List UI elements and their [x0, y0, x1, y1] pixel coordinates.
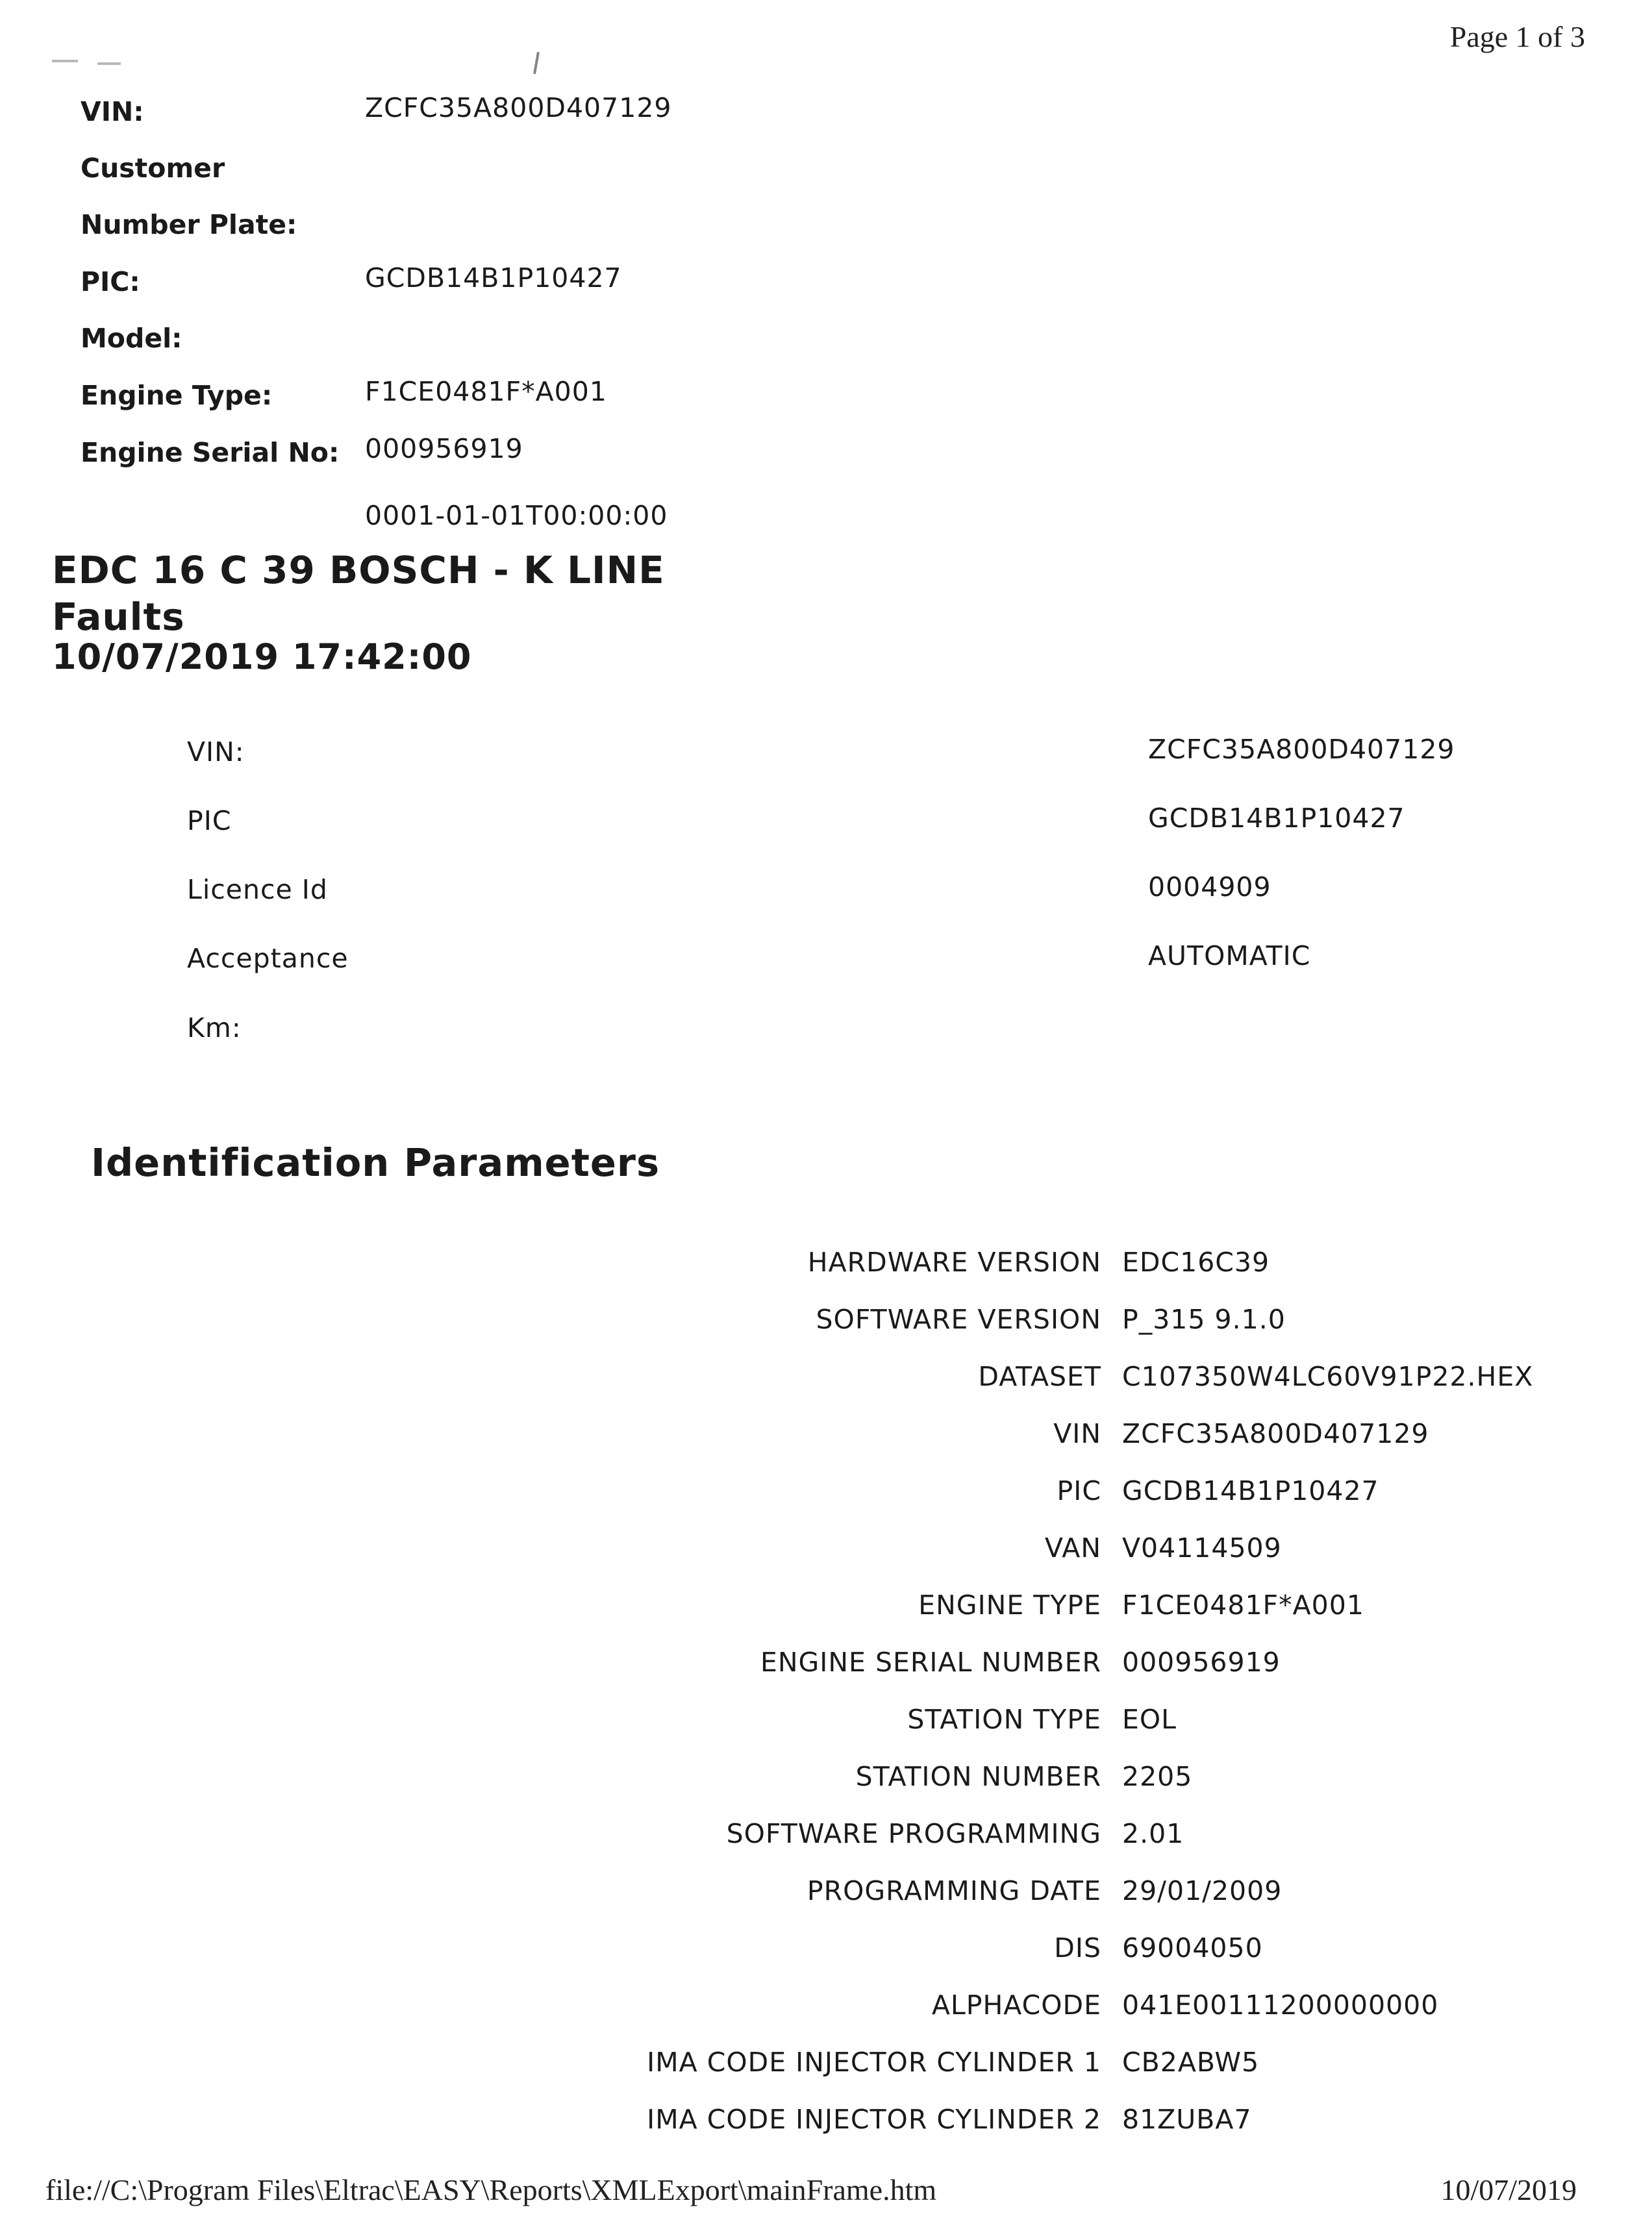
info-label-acceptance: Acceptance	[187, 943, 349, 974]
report-subtitle: Faults	[52, 595, 185, 639]
param-label: VIN	[1053, 1418, 1101, 1449]
param-value: 000956919	[1122, 1647, 1281, 1678]
param-value: F1CE0481F*A001	[1122, 1590, 1364, 1621]
param-value: C107350W4LC60V91P22.HEX	[1122, 1361, 1534, 1392]
param-label: VAN	[1044, 1532, 1101, 1564]
header-label-number-plate: Number Plate:	[81, 209, 297, 240]
info-value-acceptance: AUTOMATIC	[1148, 940, 1311, 971]
info-value-pic: GCDB14B1P10427	[1148, 803, 1405, 834]
param-value: P_315 9.1.0	[1122, 1304, 1286, 1335]
param-value: EOL	[1122, 1704, 1177, 1735]
header-value-pic: GCDB14B1P10427	[365, 262, 622, 293]
param-label: ENGINE TYPE	[918, 1590, 1101, 1621]
param-label: ALPHACODE	[931, 1990, 1101, 2021]
report-title: EDC 16 C 39 BOSCH - K LINE	[52, 548, 665, 592]
info-value-licence: 0004909	[1148, 871, 1271, 903]
section-title: Identification Parameters	[91, 1140, 660, 1185]
param-label: DIS	[1054, 1932, 1101, 1964]
footer-file-path: file://C:\Program Files\Eltrac\EASY\Reports\XMLExport\mainFrame.htm	[45, 2173, 937, 2206]
param-value: 2205	[1122, 1761, 1193, 1792]
scan-mark	[52, 60, 78, 62]
param-label: ENGINE SERIAL NUMBER	[760, 1647, 1101, 1678]
param-value: 81ZUBA7	[1122, 2104, 1252, 2135]
footer-date: 10/07/2019	[1440, 2173, 1577, 2206]
param-value: V04114509	[1122, 1532, 1282, 1564]
info-label-licence: Licence Id	[187, 874, 328, 905]
param-value: 29/01/2009	[1122, 1875, 1283, 1906]
param-label: SOFTWARE VERSION	[816, 1304, 1101, 1335]
report-datetime: 10/07/2019 17:42:00	[52, 636, 472, 677]
page-number: Page 1 of 3	[1449, 20, 1585, 53]
param-label: HARDWARE VERSION	[807, 1247, 1101, 1278]
header-label-pic: PIC:	[81, 266, 140, 297]
param-label: SOFTWARE PROGRAMMING	[726, 1818, 1101, 1849]
info-label-vin: VIN:	[187, 736, 245, 767]
header-value-engine-type: F1CE0481F*A001	[365, 376, 607, 407]
param-label: DATASET	[978, 1361, 1101, 1392]
param-label: STATION TYPE	[907, 1704, 1101, 1735]
param-value: 041E00111200000000	[1122, 1990, 1439, 2021]
param-label: STATION NUMBER	[855, 1761, 1101, 1792]
header-label-engine-serial: Engine Serial No:	[81, 437, 340, 468]
scan-mark	[533, 52, 540, 74]
header-value-engine-serial: 000956919	[365, 433, 523, 464]
header-label-engine-type: Engine Type:	[81, 380, 273, 411]
header-label-customer: Customer	[81, 153, 225, 184]
header-label-vin: VIN:	[81, 96, 144, 127]
param-label: IMA CODE INJECTOR CYLINDER 1	[647, 2047, 1101, 2078]
param-label: IMA CODE INJECTOR CYLINDER 2	[647, 2104, 1101, 2135]
info-label-pic: PIC	[187, 805, 232, 836]
header-value-vin: ZCFC35A800D407129	[365, 92, 672, 123]
header-timestamp: 0001-01-01T00:00:00	[365, 500, 668, 531]
param-label: PROGRAMMING DATE	[807, 1875, 1101, 1906]
param-value: GCDB14B1P10427	[1122, 1475, 1379, 1506]
param-label: PIC	[1057, 1475, 1101, 1506]
param-value: 69004050	[1122, 1932, 1263, 1964]
scan-mark	[97, 62, 121, 65]
info-label-km: Km:	[187, 1012, 242, 1043]
param-value: 2.01	[1122, 1818, 1184, 1849]
param-value: CB2ABW5	[1122, 2047, 1260, 2078]
param-value: EDC16C39	[1122, 1247, 1270, 1278]
header-label-model: Model:	[81, 323, 182, 354]
param-value: ZCFC35A800D407129	[1122, 1418, 1429, 1449]
info-value-vin: ZCFC35A800D407129	[1148, 734, 1455, 765]
